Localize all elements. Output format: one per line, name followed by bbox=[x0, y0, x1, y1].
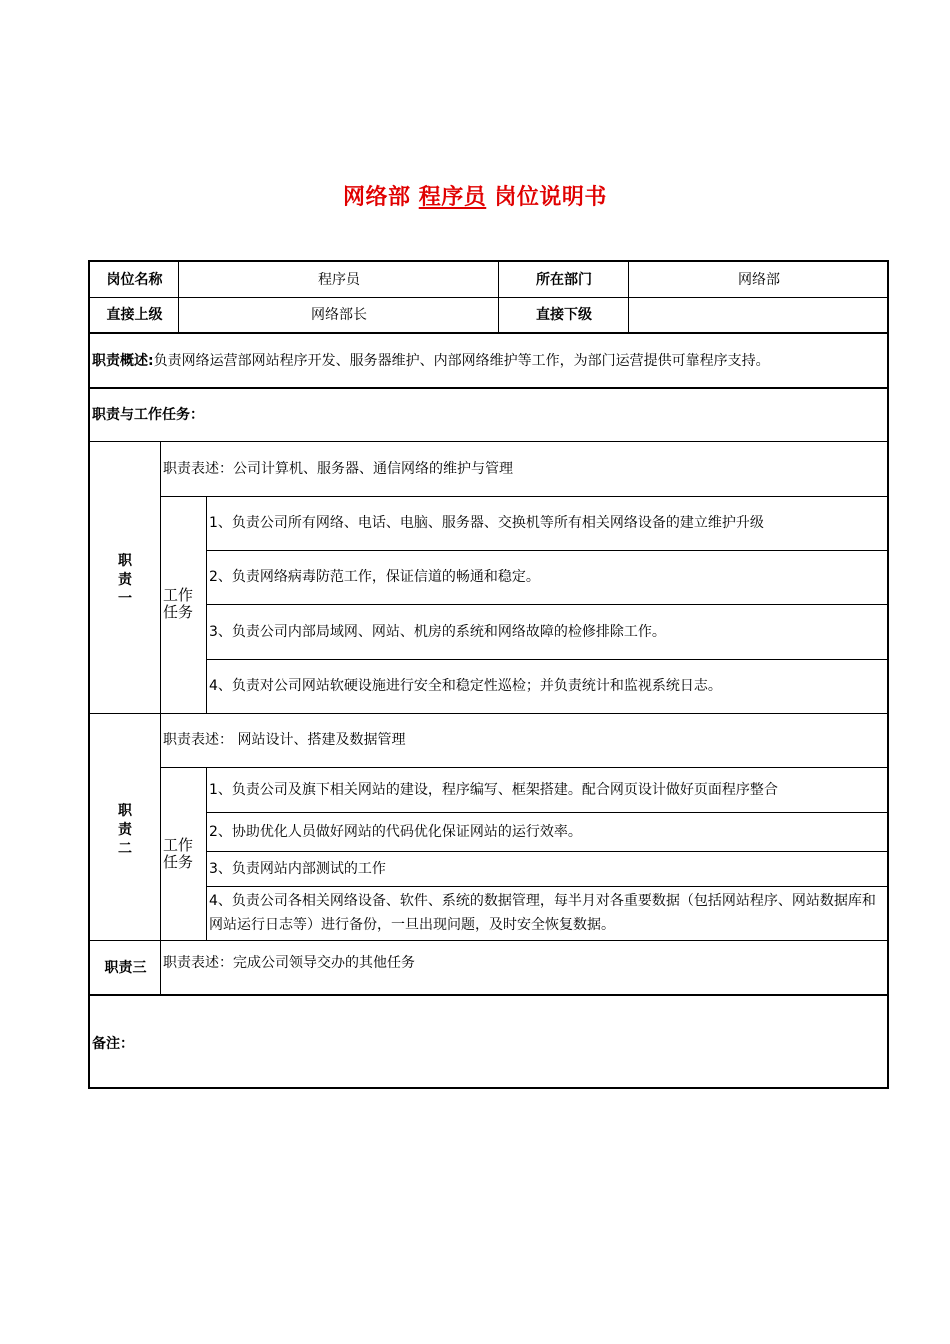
duty-2-task-3: 3、负责网站内部测试的工作 bbox=[209, 860, 386, 877]
duty-1-name: 职责一 bbox=[118, 553, 132, 607]
duty-1-task-1: 1、负责公司所有网络、电话、电脑、服务器、交换机等所有相关网络设备的建立维护升级 bbox=[209, 515, 764, 531]
direct-superior-label: 直接上级 bbox=[106, 307, 163, 323]
duty-1-task-2: 2、负责网络病毒防范工作，保证信道的畅通和稳定。 bbox=[209, 569, 540, 585]
grid-line bbox=[161, 767, 887, 768]
grid-line bbox=[90, 441, 887, 442]
department-label: 所在部门 bbox=[536, 271, 592, 288]
grid-line bbox=[206, 496, 207, 713]
duty-3-name: 职责三 bbox=[104, 959, 147, 976]
duty-3-statement: 职责表述：完成公司领导交办的其他任务 bbox=[163, 955, 415, 971]
title-department: 网络部 bbox=[343, 185, 411, 210]
grid-line bbox=[628, 262, 629, 333]
duty-2-task-label: 工作任务 bbox=[163, 836, 194, 871]
duty-2-task-2: 2、协助优化人员做好网站的代码优化保证网站的运行效率。 bbox=[209, 823, 582, 840]
grid-line bbox=[90, 713, 887, 714]
remarks-label: 备注： bbox=[92, 1036, 134, 1052]
overview-label: 职责概述: bbox=[92, 352, 154, 369]
grid-line bbox=[90, 940, 887, 941]
job-description-table bbox=[88, 260, 889, 1089]
grid-line bbox=[498, 262, 499, 333]
title-suffix: 岗位说明书 bbox=[494, 185, 607, 210]
duty-2-task-4: 4、负责公司各相关网络设备、软件、系统的数据管理，每半月对各重要数据（包括网站程序、网站数据库和网站运行日志等）进行备份，一旦出现问题，及时安全恢复数据。 bbox=[209, 893, 876, 933]
duty-2-task-1: 1、负责公司及旗下相关网站的建设，程序编写、框架搭建。配合网页设计做好页面程序整合 bbox=[209, 781, 778, 798]
position-name-value: 程序员 bbox=[318, 271, 360, 288]
duty-1-task-3: 3、负责公司内部局域网、网站、机房的系统和网络故障的检修排除工作。 bbox=[209, 623, 666, 640]
grid-line bbox=[206, 767, 207, 940]
grid-line bbox=[207, 886, 887, 887]
position-name-label: 岗位名称 bbox=[106, 271, 163, 288]
duty-2-statement: 职责表述： 网站设计、搭建及数据管理 bbox=[163, 732, 406, 748]
grid-line bbox=[90, 332, 887, 334]
grid-line bbox=[207, 550, 887, 551]
grid-line bbox=[160, 441, 161, 995]
duty-overview bbox=[92, 333, 889, 388]
grid-line bbox=[161, 496, 887, 497]
duty-1-task-label: 工作任务 bbox=[163, 586, 194, 621]
page-title bbox=[0, 180, 950, 211]
grid-line bbox=[207, 812, 887, 813]
duty-2-name: 职责二 bbox=[118, 803, 132, 857]
direct-superior-value: 网络部长 bbox=[311, 307, 367, 323]
grid-line bbox=[207, 659, 887, 660]
duties-header: 职责与工作任务： bbox=[92, 406, 204, 423]
grid-line bbox=[90, 994, 887, 996]
grid-line bbox=[178, 262, 179, 333]
grid-line bbox=[90, 297, 887, 298]
title-position: 程序员 bbox=[418, 185, 487, 210]
direct-subordinate-label: 直接下级 bbox=[536, 307, 592, 323]
direct-subordinate-value bbox=[629, 297, 889, 333]
duty-1-statement: 职责表述：公司计算机、服务器、通信网络的维护与管理 bbox=[163, 460, 513, 477]
grid-line bbox=[90, 387, 887, 389]
grid-line bbox=[207, 604, 887, 605]
duty-1-task-4: 4、负责对公司网站软硬设施进行安全和稳定性巡检；并负责统计和监视系统日志。 bbox=[209, 678, 722, 694]
overview-text: 负责网络运营部网站程序开发、服务器维护、内部网络维护等工作，为部门运营提供可靠程序支持。 bbox=[153, 352, 770, 369]
department-value: 网络部 bbox=[738, 271, 780, 288]
grid-line bbox=[207, 851, 887, 852]
